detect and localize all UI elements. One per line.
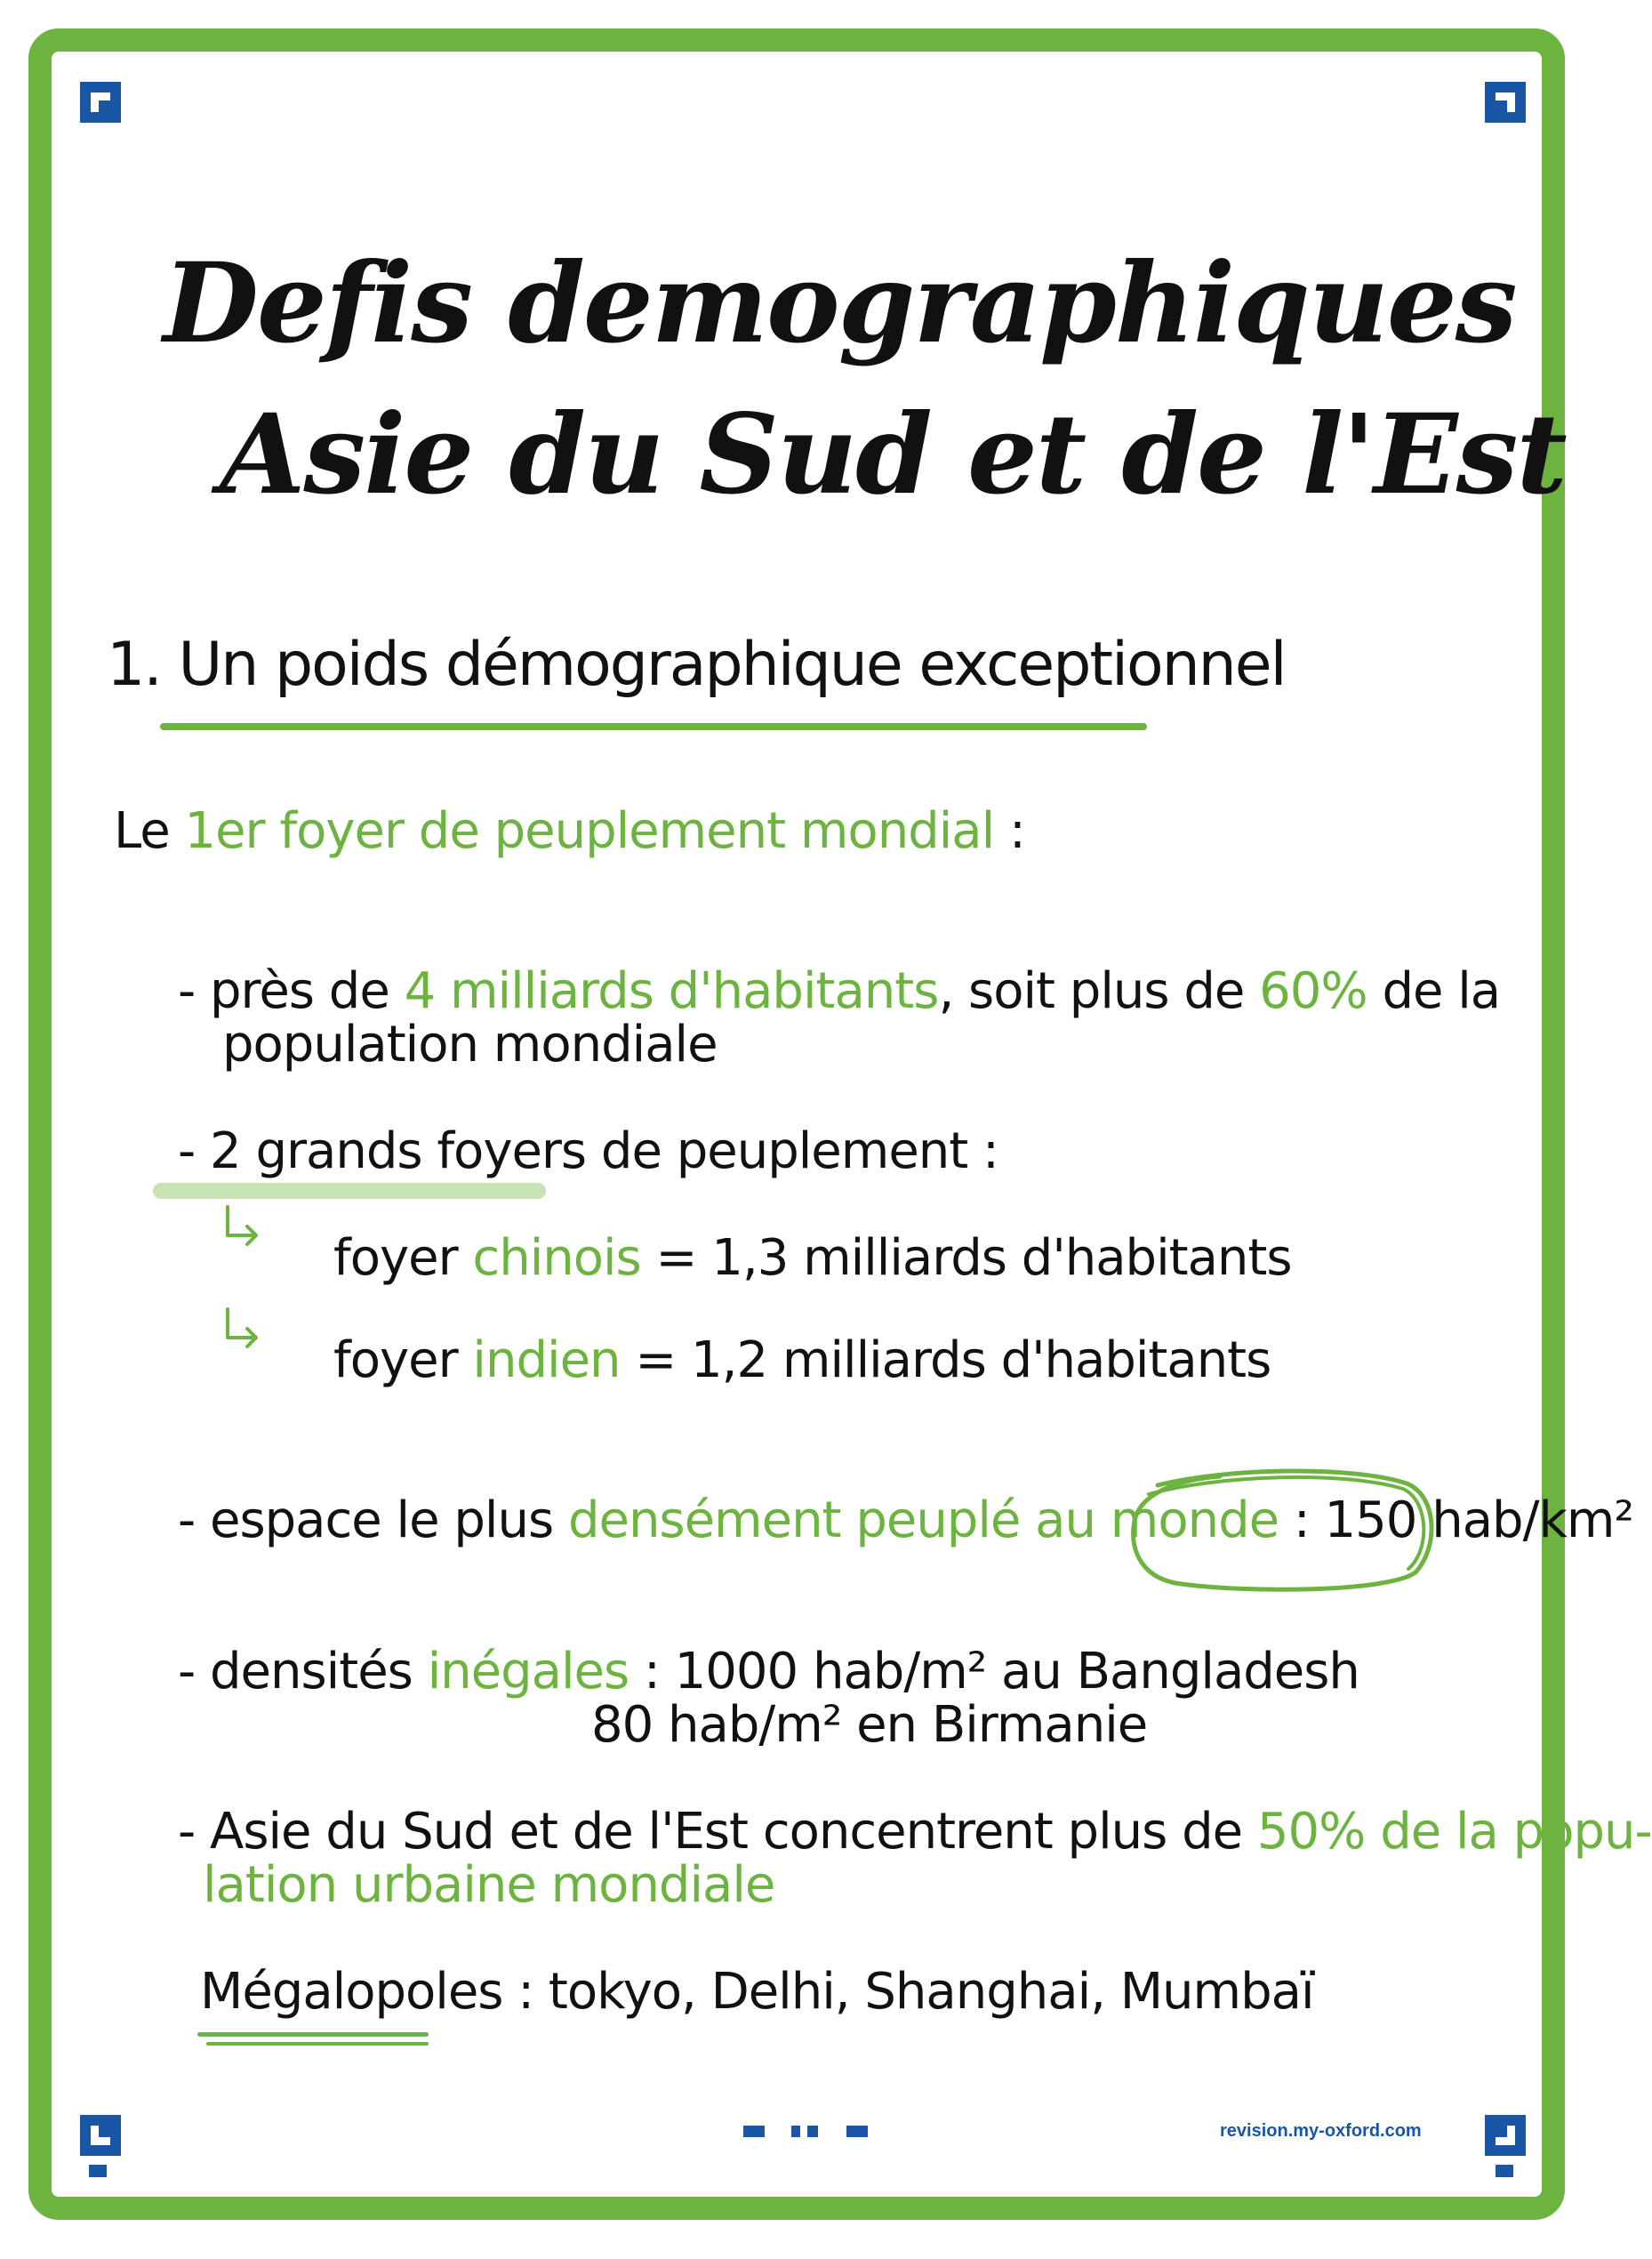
bullet-3-part-2: : <box>1279 1491 1325 1549</box>
bullet-urbaine-line-2: lation urbaine mondiale <box>203 1856 775 1914</box>
footer-url: revision.my-oxford.com <box>1220 2121 1422 2141</box>
intro-text <box>114 802 1025 860</box>
arrow-right-icon <box>222 1205 261 1246</box>
section-heading: 1. Un poids démographique exceptionnel <box>107 630 1286 700</box>
sub-foyer-chinois <box>333 1229 1292 1287</box>
bullet-1-part-3: de la <box>1367 962 1501 1020</box>
sub-1-part-1: foyer <box>333 1229 473 1287</box>
intro-prefix: Le <box>114 802 185 860</box>
corner-bracket-bottom-right <box>1485 2115 1526 2156</box>
sub-2-part-1: foyer <box>333 1331 473 1389</box>
megalopoles-line <box>200 1963 1314 2021</box>
bullet-1-part-2: , soit plus de <box>938 962 1260 1020</box>
bullet-4-highlight: inégales <box>427 1643 630 1700</box>
megalopoles-underline <box>197 2032 429 2037</box>
bullet-3-highlight: densément peuplé au monde <box>567 1491 1279 1549</box>
sub-1-part-2: = 1,3 milliards d'habitants <box>640 1229 1292 1287</box>
bullet-urbaine <box>178 1805 1652 1859</box>
circle-highlight <box>1122 1459 1442 1601</box>
corner-mark-bottom-left <box>89 2165 107 2177</box>
bullet-foyers-underline <box>153 1183 546 1199</box>
bullet-5-highlight: 50% de la popu- <box>1256 1803 1652 1861</box>
sub-foyer-indien <box>333 1331 1271 1389</box>
megalopoles-underline-2 <box>206 2042 429 2046</box>
bullet-foyers: - 2 grands foyers de peuplement : <box>178 1122 998 1180</box>
bullet-3-part-1: - espace le plus <box>178 1491 568 1549</box>
bullet-1-highlight-2: 60% <box>1259 962 1367 1020</box>
sub-2-highlight: indien <box>472 1331 621 1389</box>
intro-highlight: 1er foyer de peuplement mondial <box>184 802 995 860</box>
bullet-densites-line-2: 80 hab/m² en Birmanie <box>591 1696 1148 1754</box>
page-title-line-2: Asie du Sud et de l'Est <box>220 390 1566 519</box>
bullet-4-part-1: - densités <box>178 1643 428 1700</box>
arrow-right-icon <box>222 1307 261 1348</box>
bullet-4-part-2: : 1000 hab/m² au Bangladesh <box>629 1643 1359 1700</box>
megalopoles-list: : tokyo, Delhi, Shanghai, Mumbaï <box>502 1963 1314 2021</box>
corner-bracket-top-right <box>1485 82 1526 123</box>
sub-1-highlight: chinois <box>472 1229 641 1287</box>
bullet-population-line-2: population mondiale <box>222 1016 718 1073</box>
corner-bracket-top-left <box>80 82 121 123</box>
corner-mark-bottom-right <box>1496 2165 1513 2177</box>
section-heading-underline <box>160 723 1147 730</box>
intro-suffix: : <box>994 802 1025 860</box>
bullet-1-highlight-1: 4 milliards d'habitants <box>404 962 939 1020</box>
bullet-densites-inegales <box>178 1645 1359 1699</box>
bullet-3-circled-value: 150 hab/km² <box>1324 1491 1633 1549</box>
corner-bracket-bottom-left <box>80 2115 121 2156</box>
megalopoles-label: Mégalopoles <box>200 1963 503 2021</box>
bullet-population <box>178 962 1501 1020</box>
bullet-1-part-1: - près de <box>178 962 405 1020</box>
bullet-5-part-1: - Asie du Sud et de l'Est concentrent plus de <box>178 1803 1257 1861</box>
sub-2-part-2: = 1,2 milliards d'habitants <box>620 1331 1271 1389</box>
page-title-line-1: Defis demographiques <box>163 239 1516 368</box>
